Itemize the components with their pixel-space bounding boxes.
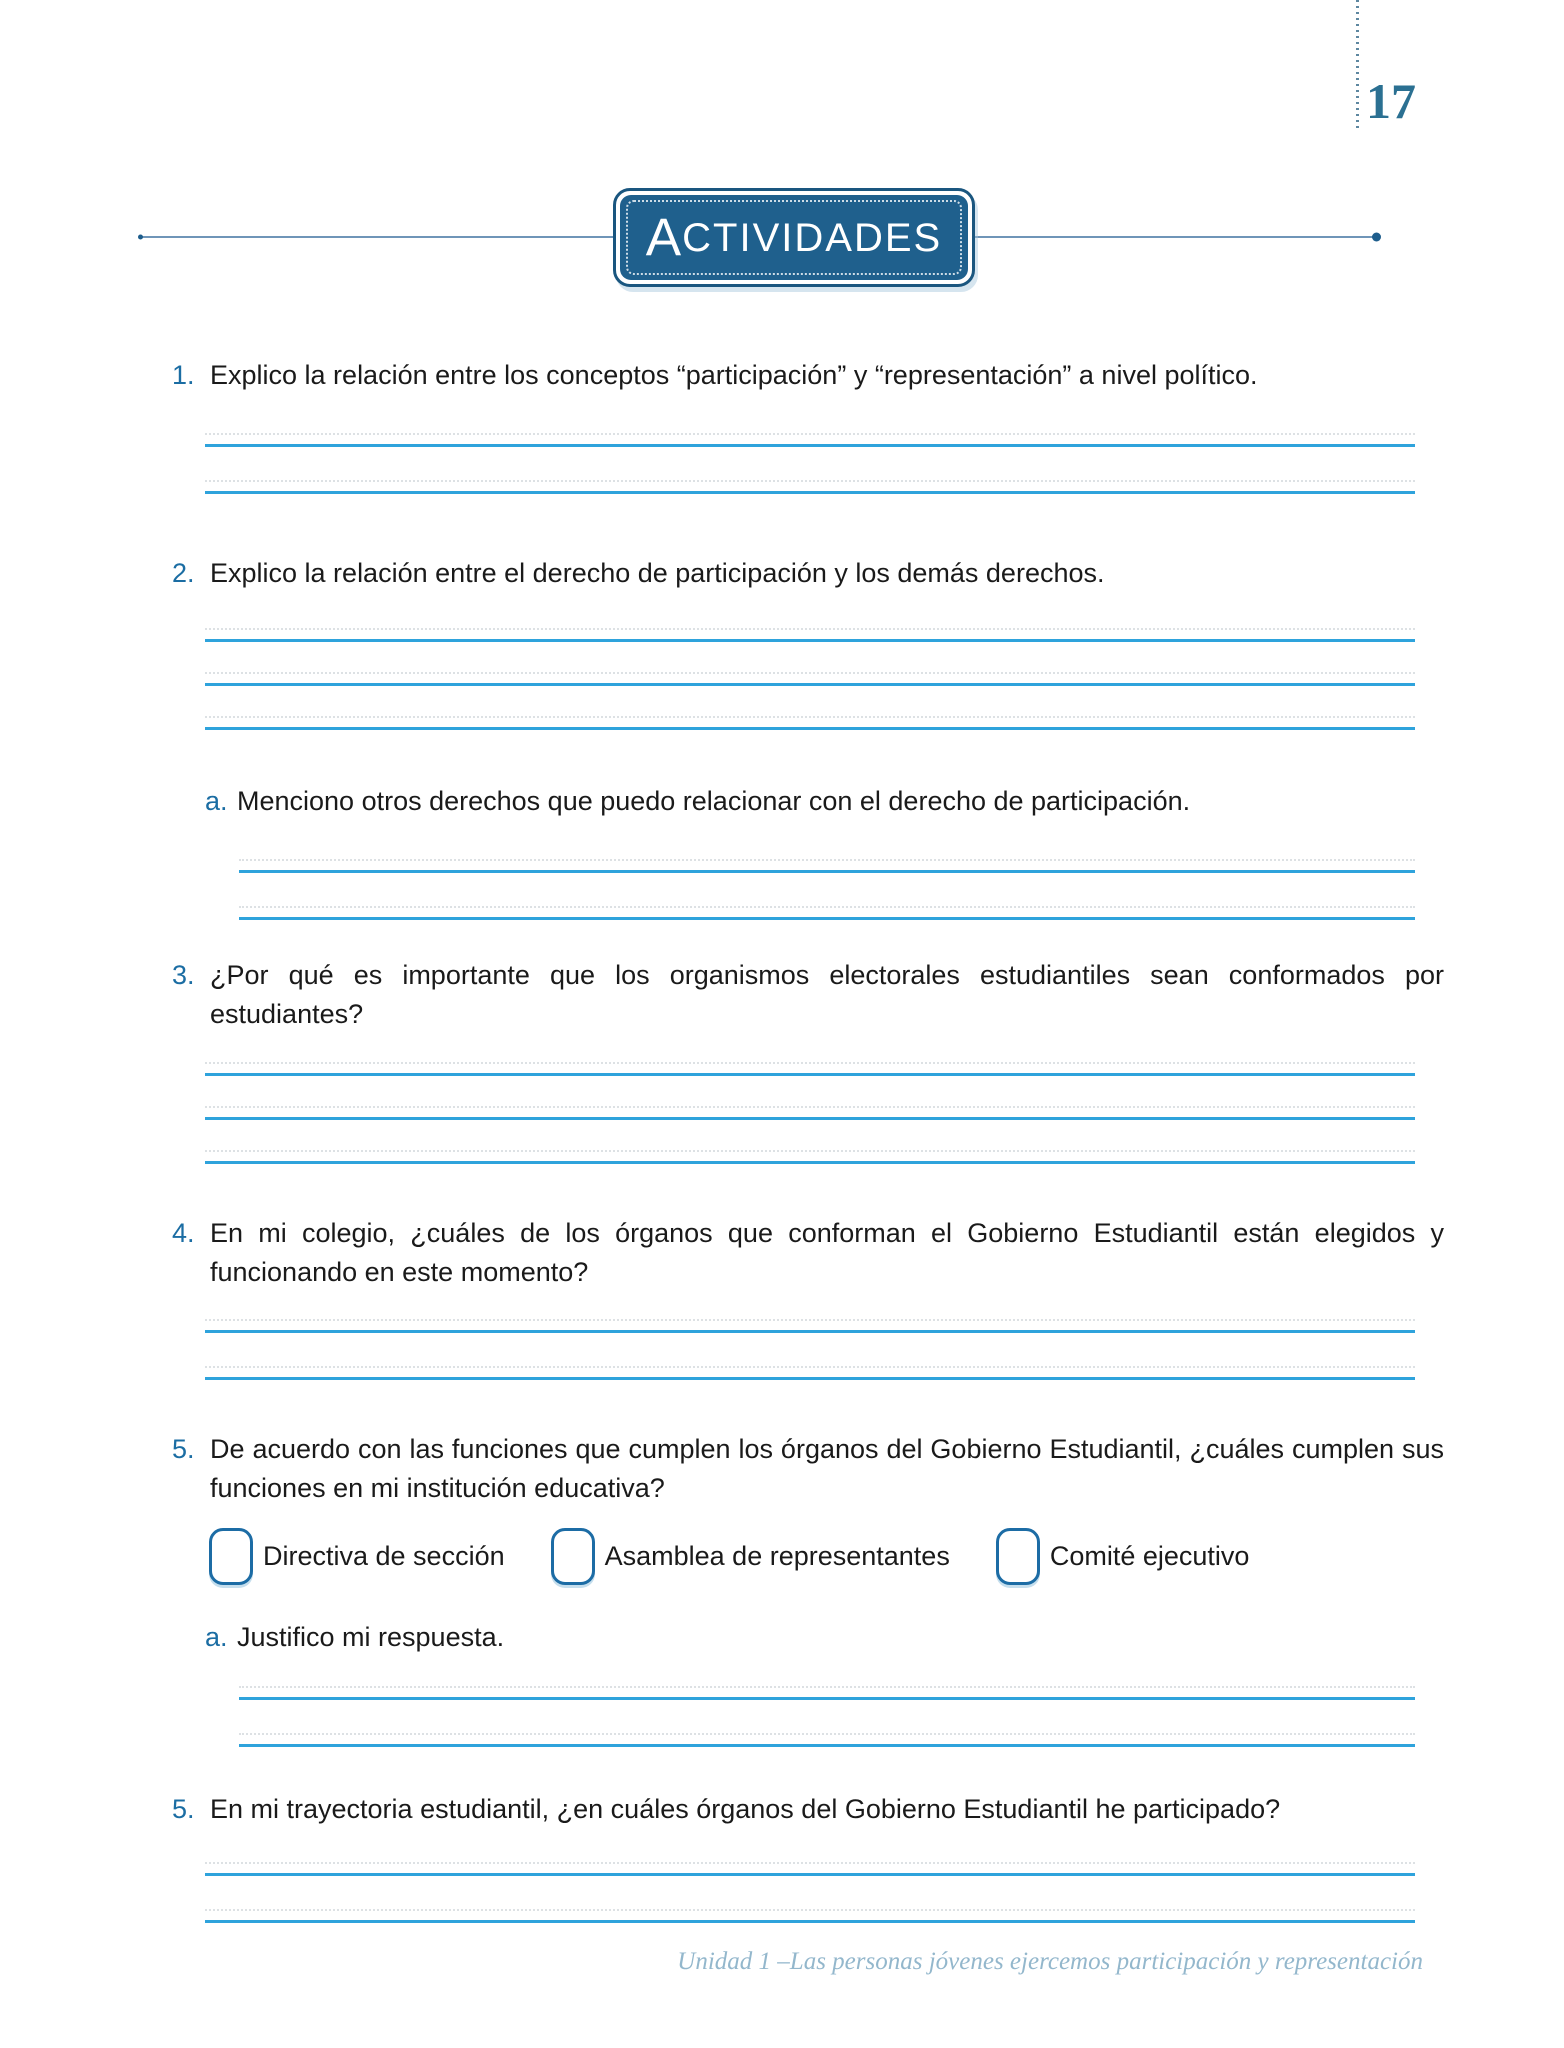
question-3-text: ¿Por qué es importante que los organismos electorales estudiantiles sean conformados por estudiantes? bbox=[210, 960, 1444, 1029]
question-5-number: 5. bbox=[172, 1434, 195, 1464]
question-1-number: 1. bbox=[172, 360, 195, 390]
question-2-number: 2. bbox=[172, 558, 195, 588]
page-number: 17 bbox=[1366, 73, 1416, 129]
question-5 bbox=[172, 1430, 1444, 1585]
answer-line[interactable] bbox=[205, 1829, 1415, 1876]
answer-line[interactable] bbox=[205, 400, 1415, 447]
answer-line[interactable] bbox=[205, 1286, 1415, 1333]
answer-line[interactable] bbox=[205, 1876, 1415, 1923]
answer-line[interactable] bbox=[239, 1653, 1415, 1700]
checkbox-label: Comité ejecutivo bbox=[1049, 1541, 1250, 1571]
question-1 bbox=[172, 356, 1444, 494]
checkbox-directiva-de-seccion[interactable] bbox=[209, 1528, 253, 1585]
activities-badge-frame bbox=[613, 188, 975, 287]
question-1-text: Explico la relación entre los conceptos “participación” y “representación” a nivel político. bbox=[210, 360, 1258, 390]
question-5a-letter: a. bbox=[205, 1622, 228, 1652]
dotted-edge-line bbox=[1356, 0, 1359, 128]
question-2-text: Explico la relación entre el derecho de participación y los demás derechos. bbox=[210, 558, 1105, 588]
question-3 bbox=[172, 956, 1444, 1164]
question-3-number: 3. bbox=[172, 960, 195, 990]
checkbox-label: Asamblea de representantes bbox=[604, 1541, 950, 1571]
option-asamblea-de-representantes bbox=[551, 1528, 950, 1585]
question-5-text: De acuerdo con las funciones que cumplen los órganos del Gobierno Estudiantil, ¿cuáles cumplen sus funciones en mi institución educativa? bbox=[210, 1434, 1444, 1503]
question-6-text: En mi trayectoria estudiantil, ¿en cuáles órganos del Gobierno Estudiantil he participado? bbox=[210, 1794, 1281, 1824]
activities-badge-fill bbox=[620, 195, 968, 280]
question-4-text: En mi colegio, ¿cuáles de los órganos que conforman el Gobierno Estudiantil están elegidos y funcionando en este momento? bbox=[210, 1218, 1444, 1287]
answer-line[interactable] bbox=[205, 598, 1415, 642]
answer-line[interactable] bbox=[205, 1076, 1415, 1120]
question-2a bbox=[205, 782, 1444, 920]
answer-line[interactable] bbox=[205, 1333, 1415, 1380]
question-6 bbox=[172, 1790, 1444, 1923]
question-4-number: 4. bbox=[172, 1218, 195, 1248]
question-2a-letter: a. bbox=[205, 786, 228, 816]
footer-unit-title: Unidad 1 –Las personas jóvenes ejercemos participación y representación bbox=[677, 1948, 1423, 1975]
rule-right-dot-icon bbox=[1372, 233, 1381, 242]
answer-line[interactable] bbox=[205, 686, 1415, 730]
answer-line[interactable] bbox=[205, 1032, 1415, 1076]
answer-line[interactable] bbox=[239, 873, 1415, 920]
question-2a-text: Menciono otros derechos que puedo relacionar con el derecho de participación. bbox=[237, 786, 1191, 816]
question-6-number: 5. bbox=[172, 1794, 195, 1824]
question-5a bbox=[205, 1618, 1444, 1747]
option-comite-ejecutivo bbox=[996, 1528, 1250, 1585]
activities-badge-dotted-border bbox=[626, 200, 962, 275]
answer-line[interactable] bbox=[239, 1700, 1415, 1747]
checkbox-asamblea-de-representantes[interactable] bbox=[551, 1528, 595, 1585]
answer-line[interactable] bbox=[239, 826, 1415, 873]
rule-left-dot-icon bbox=[138, 235, 143, 240]
checkbox-comite-ejecutivo[interactable] bbox=[996, 1528, 1040, 1585]
answer-line[interactable] bbox=[205, 642, 1415, 686]
answer-line[interactable] bbox=[205, 447, 1415, 494]
activities-badge bbox=[613, 188, 975, 287]
question-5a-text: Justifico mi respuesta. bbox=[237, 1622, 505, 1652]
question-4 bbox=[172, 1214, 1444, 1380]
answer-line[interactable] bbox=[205, 1120, 1415, 1164]
checkbox-label: Directiva de sección bbox=[263, 1541, 505, 1571]
option-directiva-de-seccion bbox=[209, 1528, 505, 1585]
badge-title-initial: A bbox=[645, 208, 683, 267]
question-5-options bbox=[209, 1528, 1444, 1585]
question-2 bbox=[172, 554, 1444, 730]
badge-title-rest: CTIVIDADES bbox=[682, 215, 943, 260]
